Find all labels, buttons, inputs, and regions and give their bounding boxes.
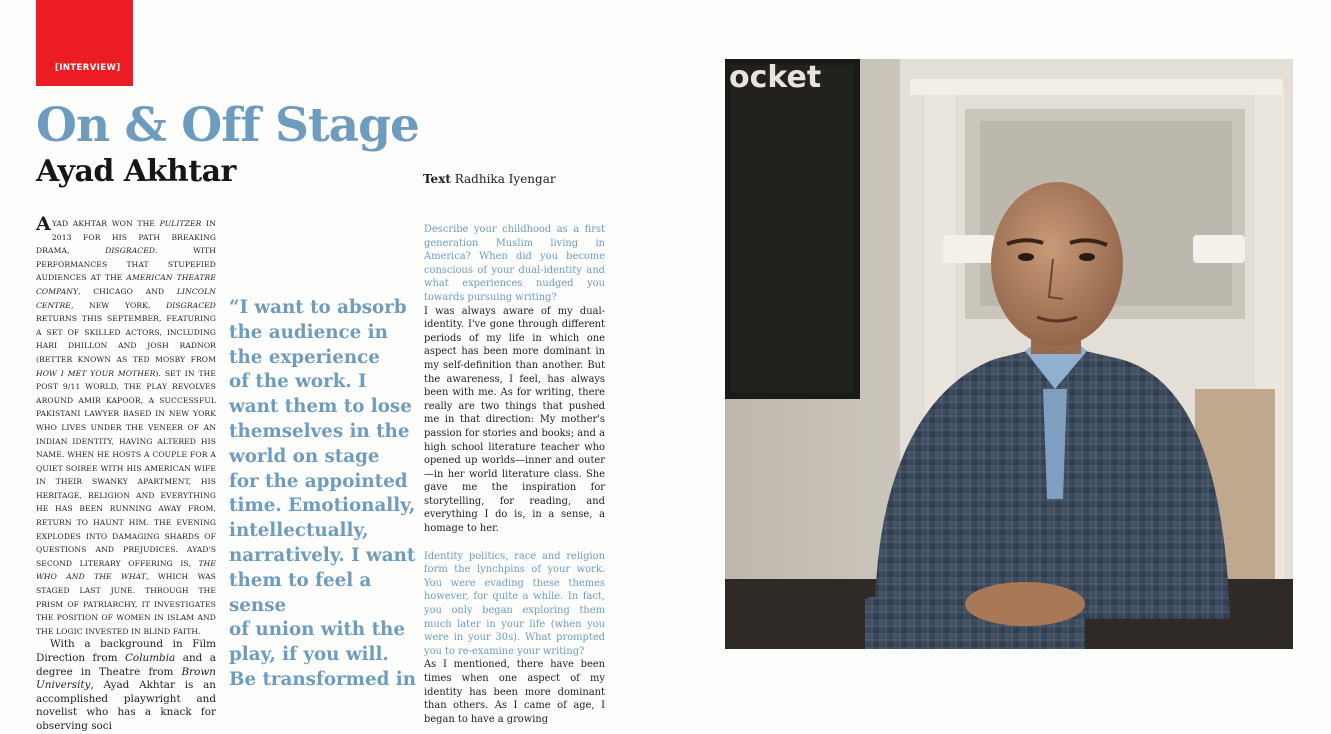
byline (423, 172, 556, 186)
portrait-illustration (725, 59, 1293, 649)
qa-column (424, 223, 605, 725)
qa-question-2: Identity politics, race and religion form the lynchpins of your work. You were evading these themes however, for quite a while. In fact, you only began exploring them much later in your life (when you were in your 30s). What prompted you to re-examine your writing? (424, 550, 605, 657)
byline-label: Text (423, 172, 451, 186)
section-tag: [INTERVIEW] (55, 63, 121, 73)
section-tag-box (36, 0, 133, 86)
intro-lead-body: YAD AKHTAR WON THE PULITZER IN 2013 FOR HIS PATH BREAKING DRAMA, DISGRACED. WITH PERFORMANCES THAT STUPEFIED AUDIENCES AT THE AMERICAN THEATRE COMPANY, CHICAGO AND LINCOLN CENTRE, NEW YORK, DISGRACED RETURNS THIS SEPTEMBER, FEATURING A SET OF SKILLED ACTORS, INCLUDING HARI DHILLON AND JOSH RADNOR (BETTER KNOWN AS TED MOSBY FROM HOW I MET YOUR MOTHER). SET IN THE POST 9/11 WORLD, THE PLAY REVOLVES AROUND AMIR KAPOOR, A SUCCESSFUL PAKISTANI LAWYER BASED IN NEW YORK WHO LIVES UNDER THE VENEER OF AN INDIAN IDENTITY, HAVING ALTERED HIS NAME. WHEN HE HOSTS A COUPLE FOR A QUIET SOIREE WITH HIS AMERICAN WIFE IN THEIR SWANKY APARTMENT, HIS HERITAGE, RELIGION AND EVERYTHING HE HAS BEEN RUNNING AWAY FROM, RETURN TO HAUNT HIM. THE EVENING EXPLODES INTO DAMAGING SHARDS OF QUESTIONS AND PREJUDICES. AYAD'S SECOND LITERARY OFFERING IS, THE WHO AND THE WHAT, WHICH WAS STAGED LAST JUNE. THROUGH THE PRISM OF PATRIARCHY, IT INVESTIGATES THE POSITION OF WOMEN IN ISLAM AND THE LOGIC INVESTED IN BLIND FAITH. (36, 219, 217, 636)
byline-author: Radhika Iyengar (454, 172, 556, 186)
intro-column (36, 213, 217, 732)
poster-text: ocket (729, 60, 822, 95)
subject-name: Ayad Akhtar (36, 154, 236, 189)
pull-quote: “I want to absorb the audience in the experience of the work. I want them to lose themselves in the world on stage for the appointed time. Emotionally, intellectually, narratively. I want them to feel a sense of union with the play, if you will. Be transformed in (229, 297, 416, 690)
qa-question-1: Describe your childhood as a first generation Muslim living in America? When did you become conscious of your dual-identity and what experiences nudged you towards pursuing writing? (424, 224, 605, 303)
intro-lead (36, 213, 217, 638)
headline: On & Off Stage (36, 98, 419, 153)
qa-answer-2: As I mentioned, there have been times when one aspect of my identity has been more dominant than others. As I came of age, I began to have a growing (424, 659, 605, 725)
intro-paragraph-2: With a background in Film Direction from Columbia and a degree in Theatre from Brown University, Ayad Akhtar is an accomplished playwright and novelist who has a knack for observing soci (36, 638, 216, 732)
qa-answer-1: I was always aware of my dual-identity. I've gone through different periods of my life in which one aspect has been more dominant in my self-definition than another. But the awareness, I feel, has always been with me. As for writing, there really are two things that pushed me in that direction: My mother's passion for stories and books; and a high school literature teacher who opened up worlds—inner and outer—in her world literature class. She gave me the inspiration for storytelling, for reading, and everything I do is, in a sense, a homage to her. (424, 305, 605, 535)
hands (965, 582, 1085, 626)
portrait-photo (725, 59, 1293, 649)
dropcap: A (36, 213, 51, 235)
